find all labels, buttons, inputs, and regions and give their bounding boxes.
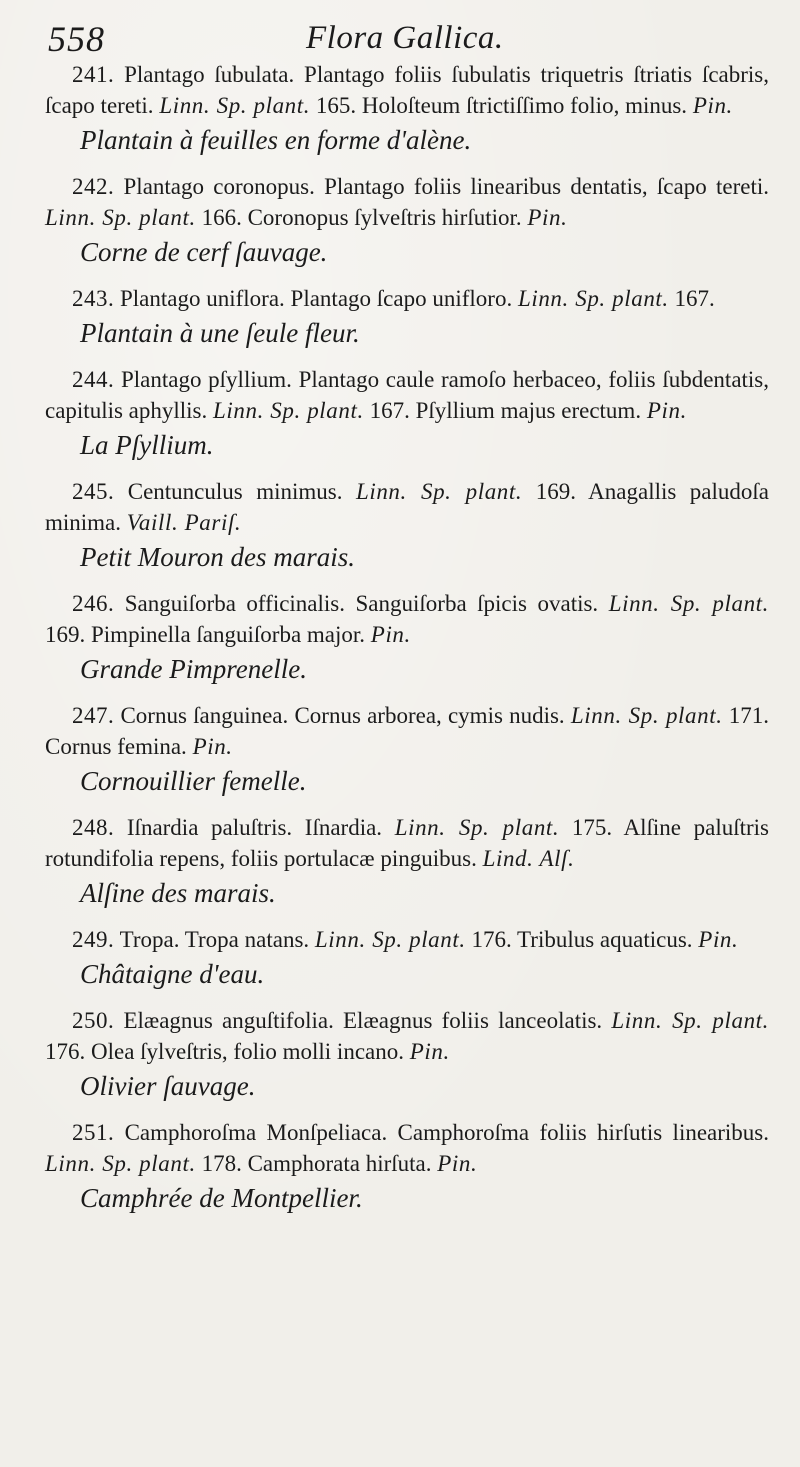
entry-description	[45, 700, 769, 762]
common-name: Châtaigne d'eau.	[80, 959, 265, 989]
entry-description	[45, 924, 769, 955]
entry-number: 241.	[72, 62, 115, 87]
description-text: 178. Camphorata hirſuta.	[195, 1151, 438, 1176]
common-name: Grande Pimprenelle.	[80, 654, 307, 684]
description-text: Plantago ſubulata. Plantago foliis ſubulatis triquetris ſtriatis ſcabris, ſcapo tereti.	[45, 62, 769, 118]
common-name: La Pſyllium.	[80, 430, 214, 460]
description-text: Cornus ſanguinea. Cornus arborea, cymis nudis.	[120, 703, 571, 728]
entry-number: 246.	[72, 591, 115, 616]
description-text: 166. Coronopus ſylveſtris hirſutior.	[195, 205, 528, 230]
description-text: Tropa. Tropa natans.	[119, 927, 315, 952]
citation-text: Linn. Sp. plant.	[45, 205, 196, 230]
entry-244	[45, 364, 769, 462]
entry-245	[45, 476, 769, 574]
common-name: Olivier ſauvage.	[80, 1071, 256, 1101]
citation-text: Linn. Sp. plant.	[159, 93, 311, 118]
description-text: 171. Cornus femina.	[45, 703, 770, 759]
entry-250	[45, 1005, 769, 1103]
citation-text: Linn. Sp. plant.	[45, 1151, 196, 1176]
entry-number: 244.	[72, 367, 115, 392]
entry-number: 242.	[72, 174, 115, 199]
citation-text: Pin.	[437, 1151, 478, 1176]
entry-number: 250.	[72, 1008, 115, 1033]
citation-text: Linn. Sp. plant.	[355, 479, 523, 504]
citation-text: Pin.	[409, 1039, 450, 1064]
entry-description	[45, 283, 769, 314]
citation-text: Pin.	[370, 622, 411, 647]
entry-description	[45, 59, 769, 121]
page-number: 558	[48, 19, 105, 59]
description-text: 169. Pimpinella ſanguiſorba major.	[45, 622, 371, 647]
common-name: Plantain à une ſeule fleur.	[80, 318, 360, 348]
description-text: 167.	[668, 286, 715, 311]
entry-description	[45, 812, 769, 874]
citation-text: Pin.	[527, 205, 568, 230]
entry-number: 251.	[72, 1120, 115, 1145]
citation-text: Pin.	[192, 734, 233, 759]
citation-text: Vaill. Pariſ.	[126, 510, 242, 535]
entry-number: 243.	[72, 286, 115, 311]
description-text: 176. Tribulus aquaticus.	[465, 927, 699, 952]
entry-249	[45, 924, 769, 991]
entry-242	[45, 171, 769, 269]
entry-number: 245.	[72, 479, 115, 504]
description-text: 169. Anagallis paludoſa minima.	[45, 479, 770, 535]
common-name: Camphrée de Montpellier.	[80, 1183, 363, 1213]
description-text: Sanguiſorba officinalis. Sanguiſorba ſpicis ovatis.	[124, 591, 609, 616]
description-text: Plantago coronopus. Plantago foliis linearibus dentatis, ſcapo tereti.	[123, 174, 769, 199]
citation-text: Linn. Sp. plant.	[608, 591, 770, 616]
description-text: Elæagnus anguſtifolia. Elæagnus foliis lanceolatis.	[123, 1008, 612, 1033]
entry-description	[45, 476, 769, 538]
citation-text: Pin.	[698, 927, 739, 952]
description-text: 176. Olea ſylveſtris, folio molli incano.	[45, 1039, 410, 1064]
description-text: Centunculus minimus.	[127, 479, 356, 504]
citation-text: Linn. Sp. plant.	[314, 927, 466, 952]
entry-243	[45, 283, 769, 350]
description-text: Plantago uniflora. Plantago ſcapo unifloro.	[120, 286, 518, 311]
common-name: Petit Mouron des marais.	[80, 542, 355, 572]
description-text: 175. Alſine paluſtris rotundifolia repens, foliis portulacæ pinguibus.	[45, 815, 769, 871]
running-title: Flora Gallica.	[306, 20, 504, 56]
citation-text: Linn. Sp. plant.	[517, 286, 669, 311]
common-name: Alſine des marais.	[80, 878, 276, 908]
entry-description	[45, 1005, 769, 1067]
description-text: Plantago pſyllium. Plantago caule ramoſo herbaceo, foliis ſubdentatis, capitulis aphyllis.	[45, 367, 770, 423]
entry-241	[45, 59, 769, 157]
entry-number: 247.	[72, 703, 115, 728]
common-name: Plantain à feuilles en forme d'alène.	[80, 125, 472, 155]
citation-text: Linn. Sp. plant.	[570, 703, 723, 728]
entry-number: 248.	[72, 815, 115, 840]
description-text: 167. Pſyllium majus erectum.	[363, 398, 647, 423]
citation-text: Pin.	[692, 93, 733, 118]
entry-247	[45, 700, 769, 798]
citation-text: Linn. Sp. plant.	[394, 815, 560, 840]
description-text: Iſnardia paluſtris. Iſnardia.	[126, 815, 395, 840]
citation-text: Linn. Sp. plant.	[213, 398, 364, 423]
citation-text: Pin.	[646, 398, 687, 423]
entry-246	[45, 588, 769, 686]
entry-248	[45, 812, 769, 910]
description-text: Camphoroſma Monſpeliaca. Camphoroſma foliis hirſutis linearibus.	[124, 1120, 769, 1145]
entry-description	[45, 588, 769, 650]
citation-text: Linn. Sp. plant.	[611, 1008, 770, 1033]
common-name: Corne de cerf ſauvage.	[80, 237, 328, 267]
entry-description	[45, 171, 769, 233]
citation-text: Lind. Alſ.	[482, 846, 575, 871]
entry-251	[45, 1117, 769, 1215]
entry-description	[45, 364, 769, 426]
entry-description	[45, 1117, 769, 1179]
entry-number: 249.	[72, 927, 115, 952]
species-entries	[45, 59, 769, 1215]
description-text: 165. Holoſteum ſtrictiſſimo folio, minus.	[310, 93, 693, 118]
common-name: Cornouillier femelle.	[80, 766, 307, 796]
